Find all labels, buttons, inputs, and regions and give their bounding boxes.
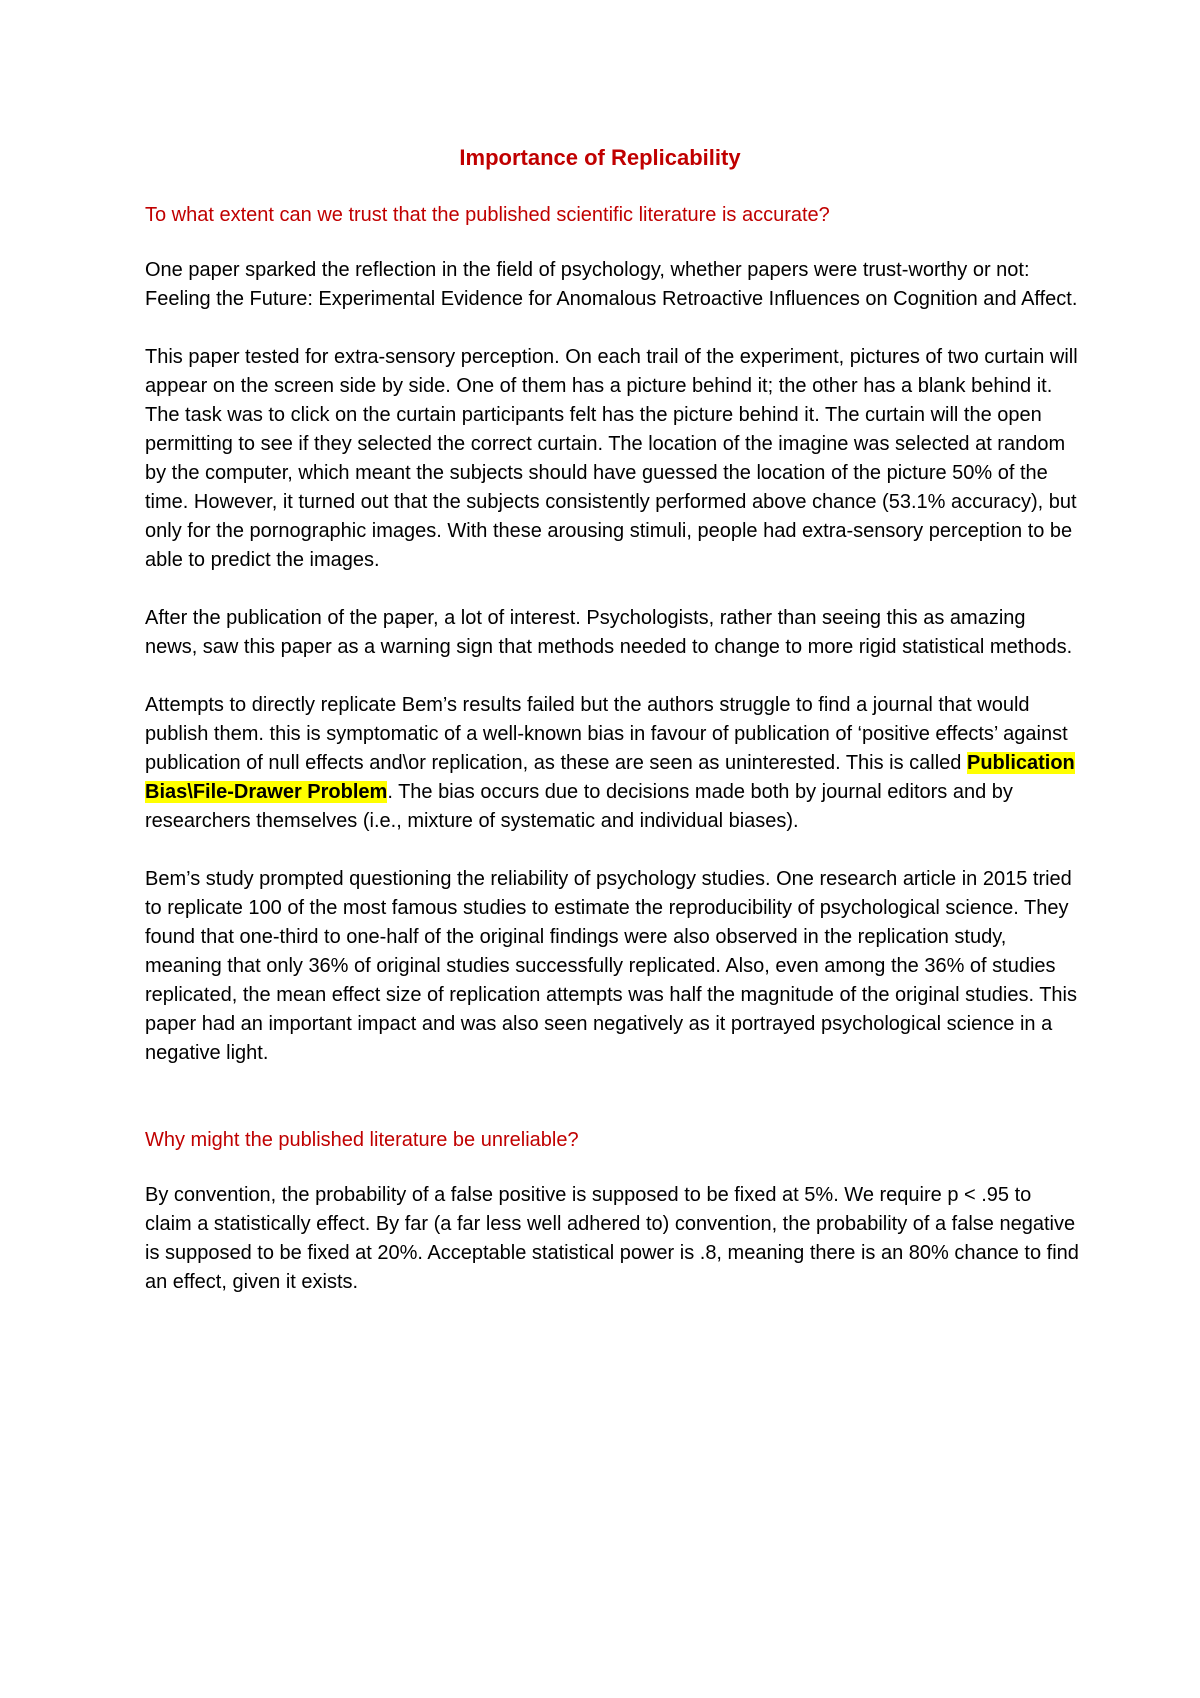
document-title: Importance of Replicability	[459, 145, 741, 170]
paragraph-5: Bem’s study prompted questioning the reliability of psychology studies. One research article in 2015 tried to replicate 100 of the most famous studies to estimate the reproducibility of psychological science. They found that one-third to one-half of the original findings were also observed in the replication study, meaning that only 36% of original studies successfully replicated. Also, even among the 36% of studies replicated, the mean effect size of replication attempts was half the magnitude of the original studies. This paper had an important impact and was also seen negatively as it portrayed psychological science in a negative light.	[145, 868, 1078, 1064]
paragraph-4-text-end: . The bias occurs due to decisions made both by journal editors and by researchers themselves (i.e., mixture of systematic and individual biases).	[145, 781, 1013, 832]
highlight-file-drawer-problem: File-Drawer Problem	[192, 781, 388, 803]
highlight-publication-bias: Publication Bias	[145, 752, 1075, 803]
question-heading-1: To what extent can we trust that the published scientific literature is accurate?	[145, 204, 830, 226]
paragraph-6: By convention, the probability of a false positive is supposed to be fixed at 5%. We require p < .95 to claim a statistically effect. By far (a far less well adhered to) convention, the probability of a false negative is supposed to be fixed at 20%. Acceptable statistical power is .8, meaning there is an 80% chance to find an effect, given it exists.	[145, 1184, 1079, 1293]
paragraph-4-text-start: Attempts to directly replicate Bem’s results failed but the authors struggle to find a journal that would publish them. this is symptomatic of a well-known bias in favour of publication of ‘positive effects’ against publication of null effects and\or replication, as these are seen as uninterested. This is called	[145, 694, 1068, 774]
paragraph-3: After the publication of the paper, a lot of interest. Psychologists, rather than seeing this as amazing news, saw this paper as a warning sign that methods needed to change to more rigid statistical methods.	[145, 607, 1073, 658]
paragraph-1: One paper sparked the reflection in the field of psychology, whether papers were trust-worthy or not: Feeling the Future: Experimental Evidence for Anomalous Retroactive Influences on Cognition and Affect.	[145, 259, 1078, 310]
highlight-separator: \	[187, 781, 193, 803]
paragraph-4	[145, 691, 1080, 836]
paragraph-2: This paper tested for extra-sensory perception. On each trail of the experiment, pictures of two curtain will appear on the screen side by side. One of them has a picture behind it; the other has a blank behind it. The task was to click on the curtain participants felt has the picture behind it. The curtain will the open permitting to see if they selected the correct curtain. The location of the imagine was selected at random by the computer, which meant the subjects should have guessed the location of the picture 50% of the time. However, it turned out that the subjects consistently performed above chance (53.1% accuracy), but only for the pornographic images. With these arousing stimuli, people had extra-sensory perception to be able to predict the images.	[145, 346, 1078, 571]
question-heading-2: Why might the published literature be unreliable?	[145, 1129, 579, 1151]
